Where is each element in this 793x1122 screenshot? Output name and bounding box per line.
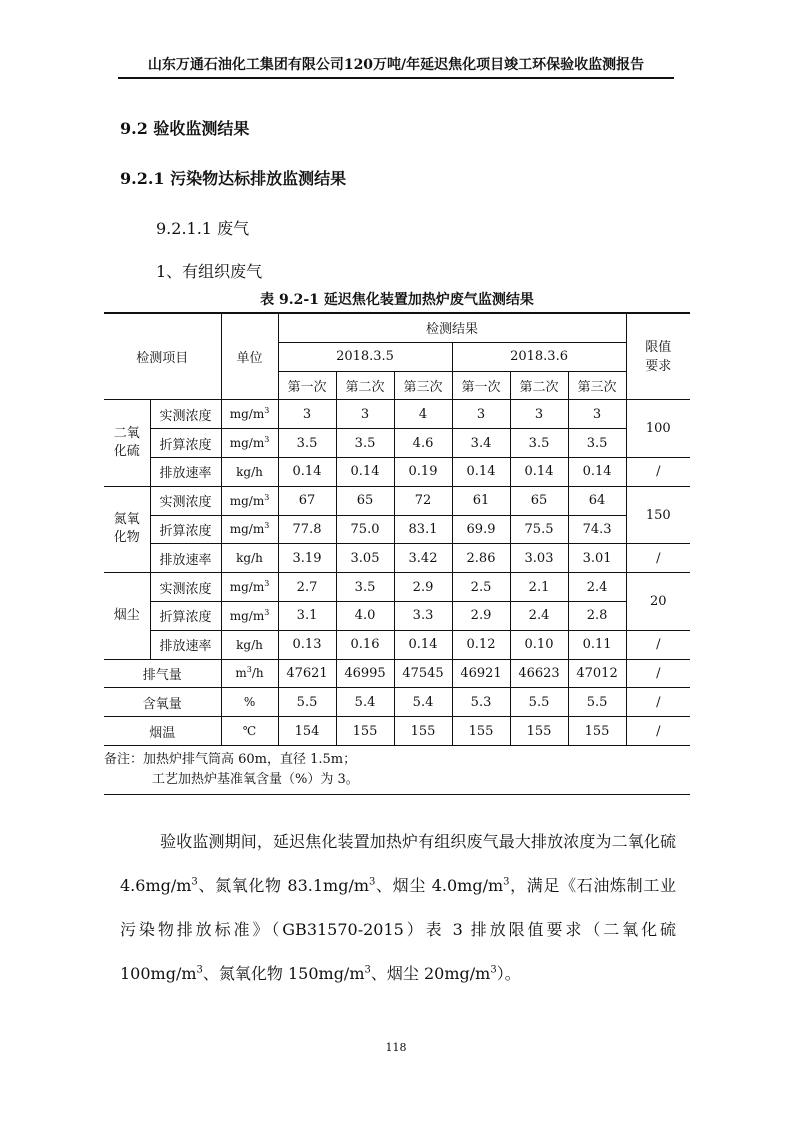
value-cell: 72	[394, 486, 452, 515]
value-cell: 77.8	[278, 515, 336, 544]
header-run: 第二次	[510, 371, 568, 400]
value-cell: 47012	[568, 659, 626, 688]
limit-cell: /	[626, 457, 690, 486]
unit-text: mg/m	[229, 493, 265, 508]
unit-superscript: 3	[264, 521, 270, 531]
table-notes	[104, 750, 690, 795]
value-cell: 46921	[452, 659, 510, 688]
value-cell: 47621	[278, 659, 336, 688]
limit-cell: 100	[626, 400, 690, 458]
value-cell: 0.14	[336, 457, 394, 486]
value-cell: 2.1	[510, 573, 568, 602]
unit-cell	[221, 429, 278, 458]
value-cell: 3.3	[394, 601, 452, 630]
value-cell: 2.8	[568, 601, 626, 630]
value-cell: 3.4	[452, 429, 510, 458]
limit-cell: /	[626, 544, 690, 573]
unit-text: kg/h	[236, 637, 263, 652]
unit-cell	[221, 688, 278, 717]
header-date: 2018.3.5	[278, 342, 452, 371]
para-text: 验收监测期间，延迟焦化装置加热炉有组织废气最大排放浓度为二氧化硫 4.6mg/m	[120, 832, 676, 895]
value-cell: 2.5	[452, 573, 510, 602]
superscript: 3	[490, 964, 497, 976]
value-cell: 2.4	[510, 601, 568, 630]
value-cell: 3	[510, 400, 568, 429]
pollutant-name: 二氧化硫	[104, 400, 150, 486]
superscript: 3	[364, 964, 371, 976]
row-label: 折算浓度	[150, 515, 221, 544]
value-cell: 155	[394, 717, 452, 746]
value-cell: 75.0	[336, 515, 394, 544]
unit-text: m	[235, 666, 247, 681]
value-cell: 75.5	[510, 515, 568, 544]
limit-cell: /	[626, 630, 690, 659]
value-cell: 3.05	[336, 544, 394, 573]
page-header: 山东万通石油化工集团有限公司120万吨/年延迟焦化项目竣工环保验收监测报告	[118, 54, 674, 78]
unit-text: ℃	[242, 724, 257, 739]
unit-text: mg/m	[229, 522, 265, 537]
value-cell: 0.11	[568, 630, 626, 659]
section-heading: 9.2 验收监测结果	[120, 119, 250, 138]
header-limit: 限值要求	[626, 313, 690, 400]
unit-cell	[221, 486, 278, 515]
row-label: 实测浓度	[150, 486, 221, 515]
value-cell: 155	[452, 717, 510, 746]
row-label: 排气量	[104, 659, 221, 688]
value-cell: 67	[278, 486, 336, 515]
value-cell: 0.14	[394, 630, 452, 659]
header-results: 检测结果	[278, 313, 626, 342]
unit-cell	[221, 544, 278, 573]
table-row	[104, 400, 690, 429]
unit-superscript: 3	[264, 406, 270, 416]
value-cell: 5.4	[336, 688, 394, 717]
limit-cell: /	[626, 659, 690, 688]
value-cell: 2.9	[394, 573, 452, 602]
subsection-heading: 9.2.1 污染物达标排放监测结果	[120, 169, 347, 188]
unit-superscript: 3	[264, 579, 270, 589]
table-row	[104, 630, 690, 659]
unit-cell	[221, 457, 278, 486]
para-text: 、氮氧化物 83.1mg/m	[197, 876, 370, 895]
unit-text: /h	[251, 666, 264, 681]
value-cell: 5.5	[510, 688, 568, 717]
value-cell: 0.14	[568, 457, 626, 486]
row-label: 折算浓度	[150, 429, 221, 458]
pollutant-name: 氮氧化物	[104, 486, 150, 572]
superscript: 3	[369, 876, 376, 888]
para-text: 、烟尘 20mg/m	[370, 964, 491, 983]
value-cell: 46995	[336, 659, 394, 688]
unit-superscript: 3	[264, 492, 270, 502]
pollutant-name: 烟尘	[104, 573, 150, 659]
value-cell: 3.42	[394, 544, 452, 573]
header-item: 检测项目	[104, 313, 221, 400]
value-cell: 2.4	[568, 573, 626, 602]
table-row	[104, 659, 690, 688]
value-cell: 2.7	[278, 573, 336, 602]
value-cell: 155	[510, 717, 568, 746]
value-cell: 154	[278, 717, 336, 746]
unit-superscript: 3	[264, 435, 270, 445]
table-row	[104, 486, 690, 515]
para-text: ）。	[496, 964, 521, 983]
value-cell: 0.19	[394, 457, 452, 486]
table-row	[104, 544, 690, 573]
page-number: 118	[385, 1041, 407, 1054]
unit-cell	[221, 630, 278, 659]
header-unit: 单位	[221, 313, 278, 400]
unit-text: mg/m	[229, 407, 265, 422]
value-cell: 83.1	[394, 515, 452, 544]
value-cell: 61	[452, 486, 510, 515]
value-cell: 65	[336, 486, 394, 515]
value-cell: 3.5	[278, 429, 336, 458]
subsubsection-heading: 9.2.1.1 废气	[156, 219, 250, 238]
unit-cell	[221, 717, 278, 746]
limit-cell: /	[626, 717, 690, 746]
monitoring-table	[104, 312, 690, 746]
unit-superscript: 3	[246, 665, 252, 675]
value-cell: 3	[452, 400, 510, 429]
value-cell: 3.1	[278, 601, 336, 630]
table-row	[104, 573, 690, 602]
unit-superscript: 3	[264, 607, 270, 617]
value-cell: 0.14	[452, 457, 510, 486]
value-cell: 3.5	[336, 573, 394, 602]
unit-cell	[221, 573, 278, 602]
value-cell: 64	[568, 486, 626, 515]
value-cell: 65	[510, 486, 568, 515]
header-run: 第三次	[394, 371, 452, 400]
value-cell: 2.9	[452, 601, 510, 630]
para-text: 、氮氧化物 150mg/m	[202, 964, 365, 983]
table-row	[104, 601, 690, 630]
row-label: 折算浓度	[150, 601, 221, 630]
table-caption: 表 9.2-1 延迟焦化装置加热炉废气监测结果	[260, 292, 534, 308]
row-label: 排放速率	[150, 544, 221, 573]
value-cell: 3.03	[510, 544, 568, 573]
value-cell: 74.3	[568, 515, 626, 544]
value-cell: 69.9	[452, 515, 510, 544]
value-cell: 3	[278, 400, 336, 429]
row-label: 实测浓度	[150, 400, 221, 429]
value-cell: 0.14	[278, 457, 336, 486]
value-cell: 3	[336, 400, 394, 429]
unit-cell	[221, 601, 278, 630]
value-cell: 0.12	[452, 630, 510, 659]
value-cell: 4.6	[394, 429, 452, 458]
value-cell: 46623	[510, 659, 568, 688]
header-run: 第一次	[278, 371, 336, 400]
table-row	[104, 429, 690, 458]
value-cell: 5.4	[394, 688, 452, 717]
value-cell: 2.86	[452, 544, 510, 573]
superscript: 3	[191, 876, 198, 888]
value-cell: 0.13	[278, 630, 336, 659]
table-row	[104, 457, 690, 486]
row-label: 烟温	[104, 717, 221, 746]
value-cell: 5.5	[278, 688, 336, 717]
value-cell: 3.5	[336, 429, 394, 458]
unit-text: mg/m	[229, 608, 265, 623]
value-cell: 5.3	[452, 688, 510, 717]
note-line: 工艺加热炉基准氧含量（%）为 3。	[152, 772, 359, 787]
unit-text: kg/h	[236, 464, 263, 479]
row-label: 实测浓度	[150, 573, 221, 602]
unit-cell	[221, 515, 278, 544]
superscript: 3	[503, 876, 510, 888]
header-rule	[118, 78, 674, 79]
unit-text: kg/h	[236, 551, 263, 566]
para-text: 、烟尘 4.0mg/m	[375, 876, 504, 895]
value-cell: 0.14	[510, 457, 568, 486]
value-cell: 155	[336, 717, 394, 746]
value-cell: 3	[568, 400, 626, 429]
unit-cell	[221, 659, 278, 688]
note-line: 备注：加热炉排气筒高 60m，直径 1.5m；	[104, 752, 357, 767]
value-cell: 3.5	[568, 429, 626, 458]
value-cell: 3.5	[510, 429, 568, 458]
value-cell: 4.0	[336, 601, 394, 630]
para-text: ，满足《石油炼制工业污染物排放标准》（GB31570-2015）表 3 排放限值要求（二氧化硫 100mg/m	[120, 876, 676, 983]
header-run: 第三次	[568, 371, 626, 400]
value-cell: 4	[394, 400, 452, 429]
unit-text: mg/m	[229, 580, 265, 595]
value-cell: 0.10	[510, 630, 568, 659]
row-label: 排放速率	[150, 630, 221, 659]
table-row	[104, 717, 690, 746]
value-cell: 155	[568, 717, 626, 746]
value-cell: 0.16	[336, 630, 394, 659]
header-run: 第二次	[336, 371, 394, 400]
row-label: 含氧量	[104, 688, 221, 717]
header-run: 第一次	[452, 371, 510, 400]
limit-cell: 150	[626, 486, 690, 544]
row-label: 排放速率	[150, 457, 221, 486]
value-cell: 3.19	[278, 544, 336, 573]
limit-cell: /	[626, 688, 690, 717]
table-row	[104, 515, 690, 544]
value-cell: 5.5	[568, 688, 626, 717]
unit-text: %	[243, 695, 256, 710]
item-heading: 1、有组织废气	[156, 262, 263, 281]
limit-cell: 20	[626, 573, 690, 631]
value-cell: 3.01	[568, 544, 626, 573]
superscript: 3	[196, 964, 203, 976]
table-row	[104, 688, 690, 717]
value-cell: 47545	[394, 659, 452, 688]
unit-text: mg/m	[229, 436, 265, 451]
header-date: 2018.3.6	[452, 342, 626, 371]
unit-cell	[221, 400, 278, 429]
body-paragraph	[120, 820, 676, 996]
